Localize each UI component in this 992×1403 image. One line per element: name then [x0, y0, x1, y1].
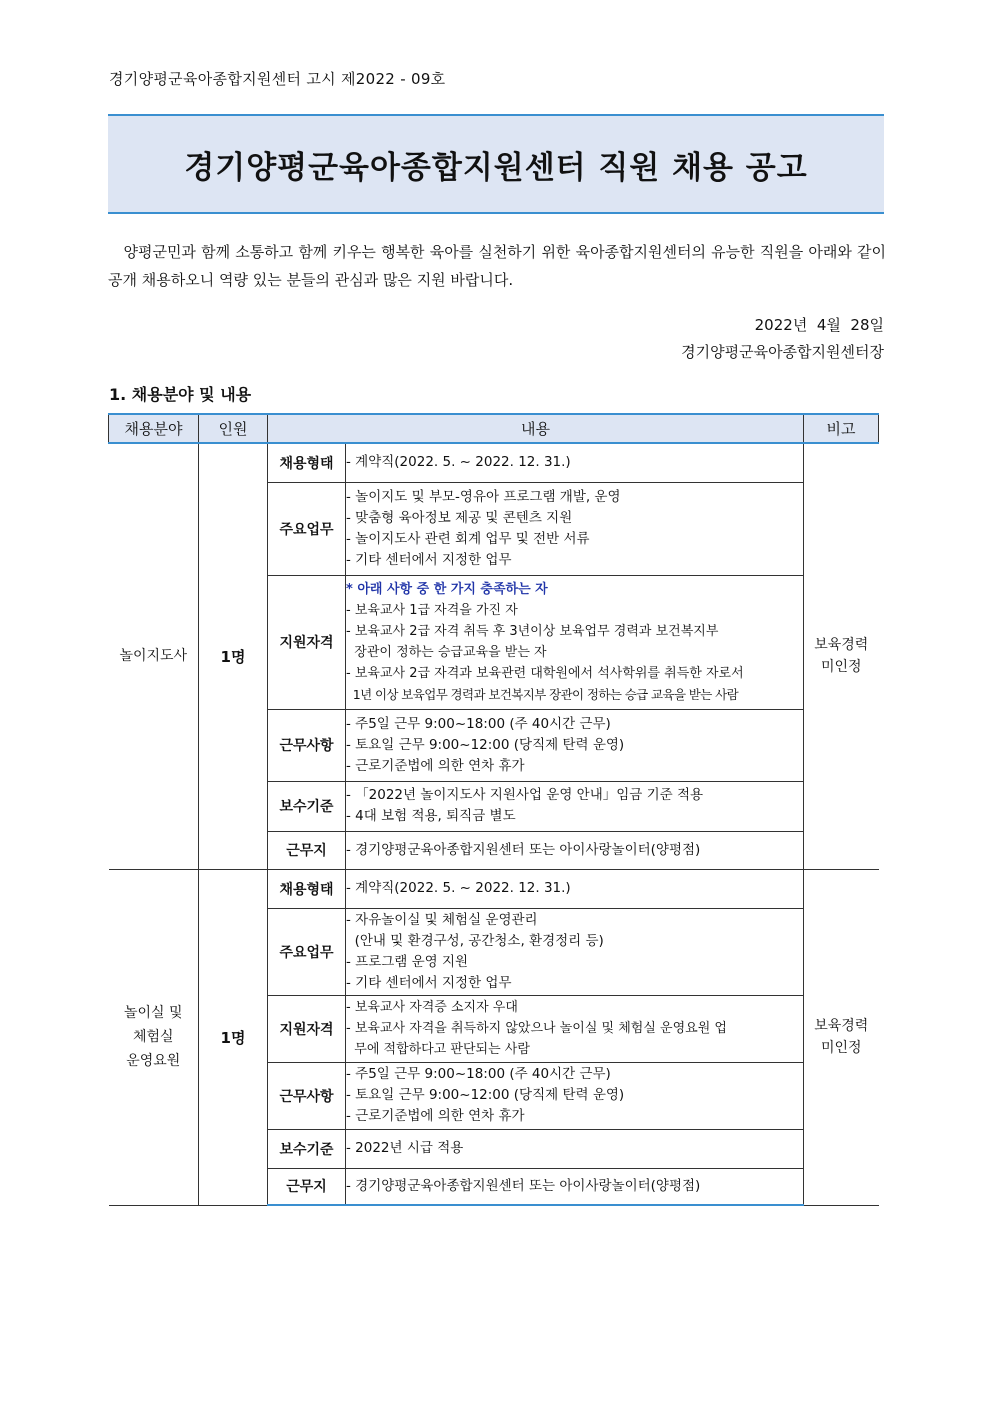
note-cell — [804, 443, 879, 869]
content-line: - 놀이지도사 관련 회계 업무 및 전반 서류 — [346, 530, 590, 547]
issuer: 경기양평군육아종합지원센터장 — [681, 343, 884, 361]
item-content — [346, 781, 804, 831]
note-cell — [804, 869, 879, 1205]
intro-text: 양평군민과 함께 소통하고 함께 키우는 행복한 육아를 실천하기 위한 육아종합지원센터의 유능한 직원을 아래와 같이 공개 채용하오니 역량 있는 분들의 관심과 많은 지원 바랍니다. — [108, 243, 886, 289]
content-line: - 계약직(2022. 5. ~ 2022. 12. 31.) — [346, 454, 571, 471]
content-line: - 프로그램 운영 지원 — [346, 953, 469, 970]
note-line: 미인정 — [820, 659, 862, 676]
item-content — [346, 908, 804, 995]
item-content — [346, 1129, 804, 1168]
content-line: - 토요일 근무 9:00~12:00 (당직제 탄력 운영) — [346, 1087, 625, 1103]
note-line: 보육경력 — [814, 637, 869, 654]
item-label: 주요업무 — [268, 908, 346, 995]
note-line: 보육경력 — [814, 1018, 869, 1034]
content-line: - 주5일 근무 9:00~18:00 (주 40시간 근무) — [346, 715, 611, 732]
table-row — [109, 869, 879, 908]
field-line: 체험실 — [132, 1029, 174, 1045]
item-label: 보수기준 — [268, 781, 346, 831]
item-label: 채용형태 — [268, 869, 346, 908]
item-content — [346, 1168, 804, 1205]
recruit-table — [108, 413, 879, 1206]
item-content — [346, 709, 804, 781]
content-line: (안내 및 환경구성, 공간청소, 환경정리 등) — [346, 932, 604, 949]
item-content — [346, 443, 804, 482]
field-cell: 놀이지도사 — [109, 443, 199, 869]
item-content — [346, 1062, 804, 1129]
content-line: - 자유놀이실 및 체험실 운영관리 — [346, 911, 538, 928]
content-line: - 주5일 근무 9:00~18:00 (주 40시간 근무) — [346, 1066, 611, 1082]
content-line: - 경기양평군육아종합지원센터 또는 아이사랑놀이터(양평점) — [346, 1177, 701, 1194]
title-box — [108, 114, 884, 214]
item-label: 근무지 — [268, 831, 346, 869]
header-field: 채용분야 — [109, 414, 199, 443]
content-line: - 경기양평군육아종합지원센터 또는 아이사랑놀이터(양평점) — [346, 841, 701, 858]
notice-date: 2022년 4월 28일 — [754, 316, 884, 334]
qualification-emphasis: * 아래 사항 중 한 가지 충족하는 자 — [346, 582, 548, 597]
content-line: - 보육교사 1급 자격을 가진 자 — [346, 603, 518, 618]
table-header-row — [109, 414, 879, 443]
content-line: - 4대 보험 적용, 퇴직금 별도 — [346, 808, 516, 824]
field-line: 운영요원 — [126, 1053, 181, 1069]
content-line: - 근로기준법에 의한 연차 휴가 — [346, 757, 525, 774]
field-cell — [109, 869, 199, 1205]
item-label: 채용형태 — [268, 443, 346, 482]
content-line: - 기타 센터에서 지정한 업무 — [346, 974, 512, 991]
content-line: - 맞춤형 육아정보 제공 및 콘텐츠 지원 — [346, 509, 573, 526]
count-cell: 1명 — [199, 443, 268, 869]
section-title: 1. 채용분야 및 내용 — [109, 385, 252, 404]
content-line: - 「2022년 놀이지도사 지원사업 운영 안내」임금 기준 적용 — [346, 787, 704, 803]
item-content — [346, 831, 804, 869]
item-label: 지원자격 — [268, 995, 346, 1062]
header-content: 내용 — [268, 414, 804, 443]
content-line: - 보육교사 2급 자격 취득 후 3년이상 보육업무 경력과 보건복지부 — [346, 624, 719, 639]
content-line: 무에 적합하다고 판단되는 사람 — [346, 1042, 530, 1057]
content-line: - 계약직(2022. 5. ~ 2022. 12. 31.) — [346, 880, 571, 896]
notice-number: 경기양평군육아종합지원센터 고시 제2022 - 09호 — [109, 70, 446, 88]
item-label: 근무지 — [268, 1168, 346, 1205]
header-note: 비고 — [804, 414, 879, 443]
content-line: - 보육교사 2급 자격과 보육관련 대학원에서 석사학위를 취득한 자로서 — [346, 666, 744, 681]
header-count: 인원 — [199, 414, 268, 443]
content-line: - 보육교사 자격증 소지자 우대 — [346, 1000, 518, 1015]
item-content — [346, 869, 804, 908]
item-label: 보수기준 — [268, 1129, 346, 1168]
table-row — [109, 443, 879, 482]
content-line: - 놀이지도 및 부모-영유아 프로그램 개발, 운영 — [346, 488, 621, 505]
content-line: - 기타 센터에서 지정한 업무 — [346, 551, 512, 568]
page-title: 경기양평군육아종합지원센터 직원 채용 공고 — [184, 149, 808, 186]
field-line: 놀이실 및 — [123, 1005, 183, 1021]
note-line: 미인정 — [820, 1040, 862, 1056]
item-label: 근무사항 — [268, 1062, 346, 1129]
item-label: 지원자격 — [268, 575, 346, 709]
content-line: 장관이 정하는 승급교육을 받는 자 — [346, 645, 547, 660]
item-content — [346, 575, 804, 709]
content-line: - 근로기준법에 의한 연차 휴가 — [346, 1108, 525, 1124]
item-label: 주요업무 — [268, 482, 346, 575]
count-cell: 1명 — [199, 869, 268, 1205]
content-line: 1년 이상 보육업무 경력과 보건복지부 장관이 정하는 승급 교육을 받는 사람 — [346, 687, 739, 702]
content-line: - 보육교사 자격을 취득하지 않았으나 놀이실 및 체험실 운영요원 업 — [346, 1021, 727, 1036]
item-content — [346, 482, 804, 575]
content-line: - 2022년 시급 적용 — [346, 1140, 464, 1156]
intro-paragraph — [108, 238, 886, 294]
item-content — [346, 995, 804, 1062]
content-line: - 토요일 근무 9:00~12:00 (당직제 탄력 운영) — [346, 736, 625, 753]
item-label: 근무사항 — [268, 709, 346, 781]
